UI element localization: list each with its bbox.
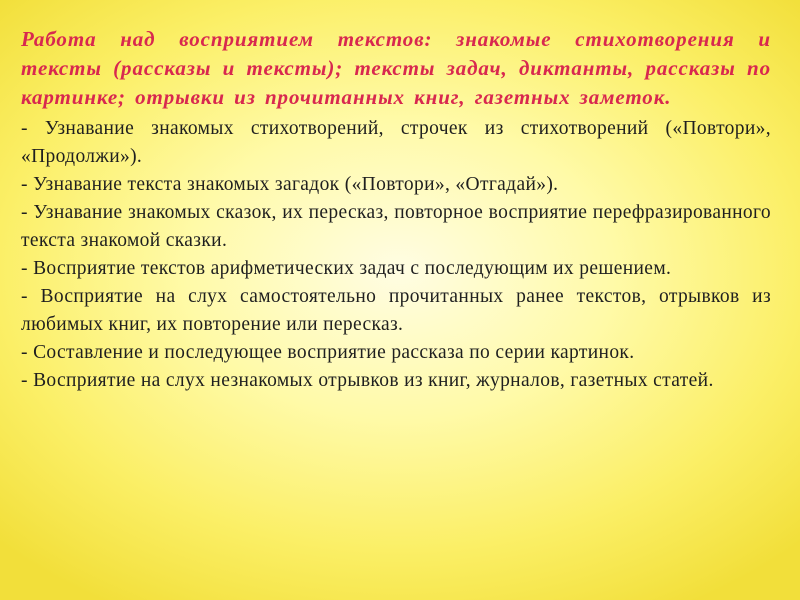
list-item-recognizing-poems: - Узнавание знакомых стихотворений, строчек из стихотворений («Повтори», «Продолжи»). — [21, 118, 771, 167]
slide-heading: Работа над восприятием текстов: знакомые стихотворения и тексты (рассказы и тексты); тексты задач, диктанты, рассказы по картинке; отрывки из прочитанных книг, газетных заметок. — [21, 27, 771, 109]
list-item-recognizing-fairy-tales: - Узнавание знакомых сказок, их пересказ, повторное восприятие перефразированного текста знакомой сказки. — [21, 202, 771, 251]
list-item-arithmetic-problems: - Восприятие текстов арифметических задач с последующим их решением. — [21, 258, 672, 279]
list-item-listening-read-texts: - Восприятие на слух самостоятельно прочитанных ранее текстов, отрывков из любимых книг, их повторение или пересказ. — [21, 286, 771, 335]
list-item-picture-story: - Составление и последующее восприятие рассказа по серии картинок. — [21, 342, 635, 363]
list-item-recognizing-riddles: - Узнавание текста знакомых загадок («Повтори», «Отгадай»). — [21, 174, 559, 195]
list-item-unfamiliar-excerpts: - Восприятие на слух незнакомых отрывков из книг, журналов, газетных статей. — [21, 370, 714, 391]
slide-content — [21, 25, 771, 395]
